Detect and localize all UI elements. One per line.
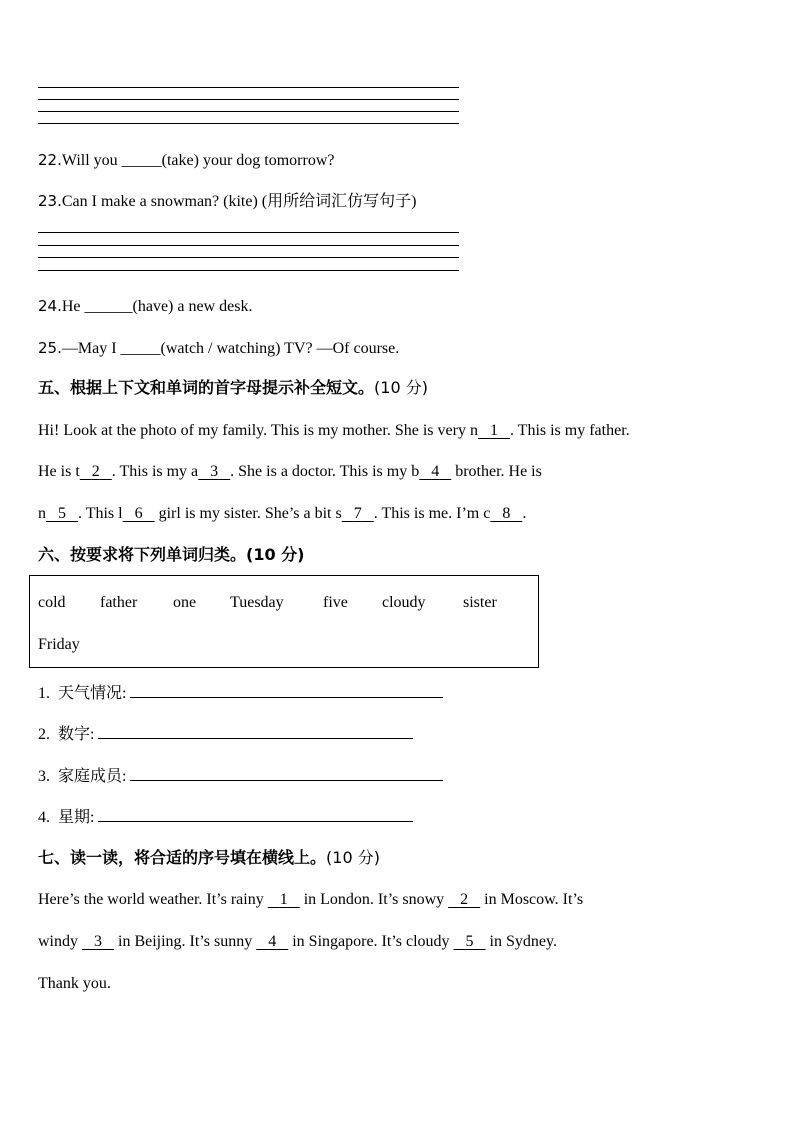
question-number: 22. [38, 151, 62, 169]
category-label: 数字: [58, 726, 95, 743]
passage-text: in Singapore. It’s cloudy [288, 933, 454, 950]
blank-number: 8 [502, 505, 511, 522]
answer-line [38, 111, 459, 112]
answer-line [38, 87, 459, 88]
answer-line [38, 257, 459, 258]
fill-blank-6[interactable] [123, 504, 155, 524]
blank-number: 5 [465, 933, 474, 950]
passage-text: Hi! Look at the photo of my family. This is my mother. She is very n [38, 422, 478, 439]
question-text: (take) your dog tomorrow? [161, 152, 335, 169]
passage-line-2 [38, 932, 557, 952]
category-label: 天气情况: [58, 685, 127, 702]
answer-line[interactable] [130, 683, 443, 698]
word-cloudy: cloudy [382, 594, 426, 611]
word-bank [29, 575, 539, 668]
question-24 [38, 296, 252, 317]
passage-text: . [522, 505, 527, 522]
question-text: He [61, 298, 85, 315]
question-22 [38, 150, 335, 171]
fill-blank-2[interactable] [80, 462, 112, 482]
passage-text: . This l [78, 505, 123, 522]
word-one: one [173, 594, 197, 611]
passage-text: girl is my sister. She’s a bit s [154, 505, 342, 522]
category-numbers [38, 724, 413, 745]
blank-number: 3 [210, 463, 219, 480]
blank-number: 4 [431, 463, 440, 480]
fill-blank-1[interactable] [478, 421, 510, 441]
passage-line-3 [38, 974, 111, 994]
word-five: five [323, 594, 348, 611]
category-weekday [38, 807, 413, 828]
passage-text: . This is my father. [509, 422, 630, 439]
section-points: (10 分) [326, 848, 380, 867]
fill-blank-8[interactable] [490, 504, 522, 524]
word-tuesday: Tuesday [230, 594, 284, 611]
word-cold: cold [38, 594, 66, 611]
fill-blank[interactable]: _____ [121, 152, 162, 169]
section-points: (10 分) [374, 378, 428, 397]
item-number: 3. [38, 768, 50, 785]
blank-number: 6 [134, 505, 143, 522]
fill-blank-1[interactable] [268, 890, 300, 910]
section-points: (10 分) [246, 545, 305, 564]
item-number: 1. [38, 685, 50, 702]
answer-line[interactable] [98, 807, 413, 822]
item-number: 4. [38, 809, 50, 826]
blank-number: 5 [58, 505, 66, 522]
question-text: Can I make a snowman? (kite) (用所给词汇仿写句子) [61, 193, 417, 210]
question-text: (have) a new desk. [132, 298, 253, 315]
fill-blank-2[interactable] [448, 890, 480, 910]
fill-blank-7[interactable] [342, 504, 374, 524]
passage-line-2 [38, 462, 542, 482]
section-title: 五、根据上下文和单词的首字母提示补全短文。 [38, 378, 375, 397]
passage-text: windy [38, 933, 82, 950]
question-number: 24. [38, 297, 62, 315]
fill-blank[interactable]: _____ [120, 340, 161, 357]
category-family [38, 766, 443, 787]
question-23 [38, 191, 416, 212]
question-25 [38, 338, 399, 359]
answer-line [38, 245, 459, 246]
word-sister: sister [463, 594, 497, 611]
blank-number: 2 [460, 891, 469, 908]
fill-blank-3[interactable] [82, 932, 114, 952]
question-number: 23. [38, 192, 62, 210]
passage-text: n [38, 505, 46, 522]
passage-text: . She is a doctor. This is my b [230, 463, 420, 480]
passage-text: in Sydney. [485, 933, 557, 950]
answer-line [38, 99, 459, 100]
section-7-heading [38, 848, 380, 868]
category-label: 家庭成员: [58, 768, 127, 785]
section-title: 七、读一读，将合适的序号填在横线上。 [38, 848, 327, 867]
blank-number: 1 [279, 891, 288, 908]
passage-text: . This is my a [111, 463, 199, 480]
passage-text: in London. It’s snowy [299, 891, 449, 908]
fill-blank-5[interactable] [454, 932, 486, 952]
fill-blank-5[interactable] [46, 504, 78, 524]
passage-text: in Moscow. It’s [480, 891, 584, 908]
word-friday: Friday [38, 636, 80, 653]
passage-text: brother. He is [451, 463, 542, 480]
passage-text: in Beijing. It’s sunny [114, 933, 257, 950]
fill-blank-3[interactable] [198, 462, 230, 482]
category-weather [38, 683, 443, 704]
blank-number: 4 [268, 933, 277, 950]
passage-text: Thank you. [38, 975, 111, 992]
fill-blank[interactable]: ______ [84, 298, 133, 315]
word-father: father [100, 594, 138, 611]
answer-line [38, 123, 459, 124]
answer-line [38, 270, 459, 271]
question-text: —May I [61, 340, 121, 357]
section-title: 六、按要求将下列单词归类。 [38, 545, 247, 564]
blank-number: 1 [489, 422, 498, 439]
fill-blank-4[interactable] [419, 462, 451, 482]
blank-number: 2 [91, 463, 100, 480]
passage-line-1 [38, 890, 583, 910]
question-text: Will you [61, 152, 122, 169]
section-6-heading [38, 545, 304, 565]
item-number: 2. [38, 726, 50, 743]
answer-line [38, 232, 459, 233]
passage-text: He is t [38, 463, 80, 480]
category-label: 星期: [58, 809, 95, 826]
blank-number: 3 [94, 933, 102, 950]
passage-text: . This is me. I’m c [373, 505, 491, 522]
blank-number: 7 [353, 505, 362, 522]
question-number: 25. [38, 339, 62, 357]
passage-text: Here’s the world weather. It’s rainy [38, 891, 268, 908]
fill-blank-4[interactable] [256, 932, 288, 952]
section-5-heading [38, 378, 428, 398]
passage-line-3 [38, 504, 526, 524]
answer-line[interactable] [130, 766, 443, 781]
passage-line-1 [38, 421, 630, 441]
answer-line[interactable] [98, 724, 413, 739]
question-text: (watch / watching) TV? —Of course. [160, 340, 400, 357]
